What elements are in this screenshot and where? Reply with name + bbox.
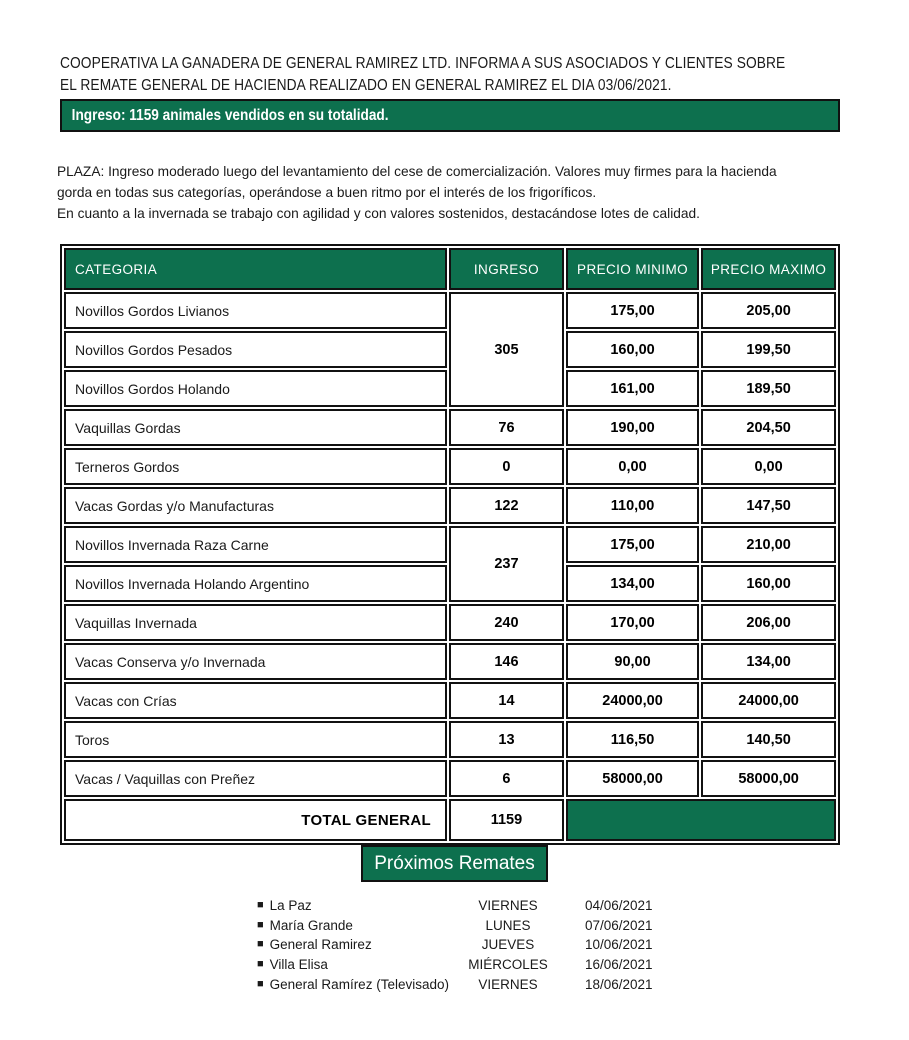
plaza-line-1: PLAZA: Ingreso moderado luego del levantamiento del cese de comercialización. Valores muy firmes para la hacienda [57,163,777,179]
table-row [64,448,836,485]
hacienda-table [60,244,840,845]
proximos-item-dia: VIERNES [478,898,538,914]
cell-ingreso: 13 [449,721,564,758]
header-ingreso: INGRESO [449,248,564,290]
proximos-item-dia: MIÉRCOLES [468,957,548,973]
proximos-item-dia: JUEVES [481,937,535,953]
cell-precio-minimo: 175,00 [566,526,699,563]
cell-ingreso: 305 [449,292,564,407]
table-row [64,409,836,446]
cell-precio-minimo: 0,00 [566,448,699,485]
ingreso-banner [60,99,840,132]
proximos-item [257,896,653,916]
proximos-item-lugar-label: General Ramirez [269,937,372,953]
cell-precio-maximo: 0,00 [701,448,836,485]
cell-categoria: Novillos Gordos Pesados [64,331,447,368]
cell-ingreso: 237 [449,526,564,602]
proximos-item-lugar-label: General Ramírez (Televisado) [269,976,449,992]
proximos-item [257,974,653,994]
plaza-paragraph [57,161,791,224]
cell-categoria: Vacas Conserva y/o Invernada [64,643,447,680]
document-title [60,53,903,96]
table-body [64,292,836,797]
proximos-item-lugar [257,957,448,972]
cell-precio-maximo: 134,00 [701,643,836,680]
cell-precio-maximo: 58000,00 [701,760,836,797]
table-row [64,292,836,329]
cell-precio-minimo: 160,00 [566,331,699,368]
proximos-item-fecha: 18/06/2021 [585,976,653,992]
proximos-item-lugar [257,898,448,913]
proximos-item-lugar-label: María Grande [269,917,353,933]
cell-ingreso: 0 [449,448,564,485]
proximos-item-dia: LUNES [485,917,531,933]
cell-categoria: Vacas con Crías [64,682,447,719]
proximos-item-lugar [257,977,448,992]
proximos-item-lugar [257,918,448,933]
square-bullet-icon: ■ [257,938,264,951]
table-row [64,643,836,680]
header-precio-minimo: PRECIO MINIMO [566,248,699,290]
plaza-line-2: gorda en todas sus categorías, operándose a buen ritmo por el interés de los frigoríficos. [57,184,597,200]
table-row [64,487,836,524]
cell-precio-maximo: 210,00 [701,526,836,563]
table-row [64,526,836,563]
cell-ingreso: 6 [449,760,564,797]
cell-precio-minimo: 90,00 [566,643,699,680]
proximos-item-lugar-label: Villa Elisa [269,957,328,973]
proximos-item-fecha: 16/06/2021 [585,957,653,973]
cell-categoria: Vacas / Vaquillas con Preñez [64,760,447,797]
cell-precio-minimo: 175,00 [566,292,699,329]
square-bullet-icon: ■ [257,899,264,912]
cell-precio-minimo: 116,50 [566,721,699,758]
cell-precio-minimo: 58000,00 [566,760,699,797]
cell-precio-minimo: 24000,00 [566,682,699,719]
table-row [64,682,836,719]
cell-precio-maximo: 24000,00 [701,682,836,719]
cell-ingreso: 76 [449,409,564,446]
proximos-item-fecha: 10/06/2021 [585,937,653,953]
table-header-row [64,248,836,290]
cell-precio-minimo: 190,00 [566,409,699,446]
document-title-line-1: COOPERATIVA LA GANADERA DE GENERAL RAMIREZ LTD. INFORMA A SUS ASOCIADOS Y CLIENTES SOBRE [60,55,786,72]
cell-categoria: Novillos Invernada Holando Argentino [64,565,447,602]
proximos-remates-heading [361,845,548,882]
proximos-item-lugar-label: La Paz [269,898,312,914]
document-title-line-2: EL REMATE GENERAL DE HACIENDA REALIZADO EN GENERAL RAMIREZ EL DIA 03/06/2021. [60,76,672,94]
cell-precio-maximo: 147,50 [701,487,836,524]
table-total-section [64,799,836,841]
cell-categoria: Novillos Gordos Holando [64,370,447,407]
proximos-item-fecha: 07/06/2021 [585,917,653,933]
cell-categoria: Novillos Gordos Livianos [64,292,447,329]
header-precio-maximo: PRECIO MAXIMO [701,248,836,290]
total-row [64,799,836,841]
table-row [64,604,836,641]
cell-categoria: Vacas Gordas y/o Manufacturas [64,487,447,524]
total-ingreso: 1159 [449,799,564,841]
proximos-remates-list [257,896,653,994]
cell-ingreso: 122 [449,487,564,524]
cell-ingreso: 14 [449,682,564,719]
proximos-item-dia: VIERNES [478,976,538,992]
cell-precio-maximo: 206,00 [701,604,836,641]
header-categoria: CATEGORIA [64,248,447,290]
table-row [64,721,836,758]
cell-precio-minimo: 161,00 [566,370,699,407]
cell-precio-maximo: 160,00 [701,565,836,602]
cell-categoria: Vaquillas Invernada [64,604,447,641]
proximos-item [257,935,653,955]
total-label: TOTAL GENERAL [64,799,447,841]
ingreso-banner-text: Ingreso: 1159 animales vendidos en su totalidad. [71,106,389,124]
cell-precio-minimo: 110,00 [566,487,699,524]
total-green-cell [566,799,836,841]
cell-ingreso: 240 [449,604,564,641]
proximos-item-lugar [257,937,448,952]
cell-precio-maximo: 140,50 [701,721,836,758]
proximos-remates-title: Próximos Remates [374,852,535,874]
table-row [64,760,836,797]
square-bullet-icon: ■ [257,977,264,990]
cell-precio-minimo: 170,00 [566,604,699,641]
cell-precio-minimo: 134,00 [566,565,699,602]
cell-ingreso: 146 [449,643,564,680]
cell-categoria: Vaquillas Gordas [64,409,447,446]
square-bullet-icon: ■ [257,958,264,971]
cell-precio-maximo: 189,50 [701,370,836,407]
cell-categoria: Terneros Gordos [64,448,447,485]
proximos-item [257,916,653,936]
cell-categoria: Toros [64,721,447,758]
cell-precio-maximo: 205,00 [701,292,836,329]
cell-categoria: Novillos Invernada Raza Carne [64,526,447,563]
plaza-line-3: En cuanto a la invernada se trabajo con agilidad y con valores sostenidos, destacándose lotes de calidad. [57,205,700,221]
cell-precio-maximo: 204,50 [701,409,836,446]
cell-precio-maximo: 199,50 [701,331,836,368]
proximos-item [257,955,653,975]
square-bullet-icon: ■ [257,918,264,931]
proximos-item-fecha: 04/06/2021 [585,898,653,914]
